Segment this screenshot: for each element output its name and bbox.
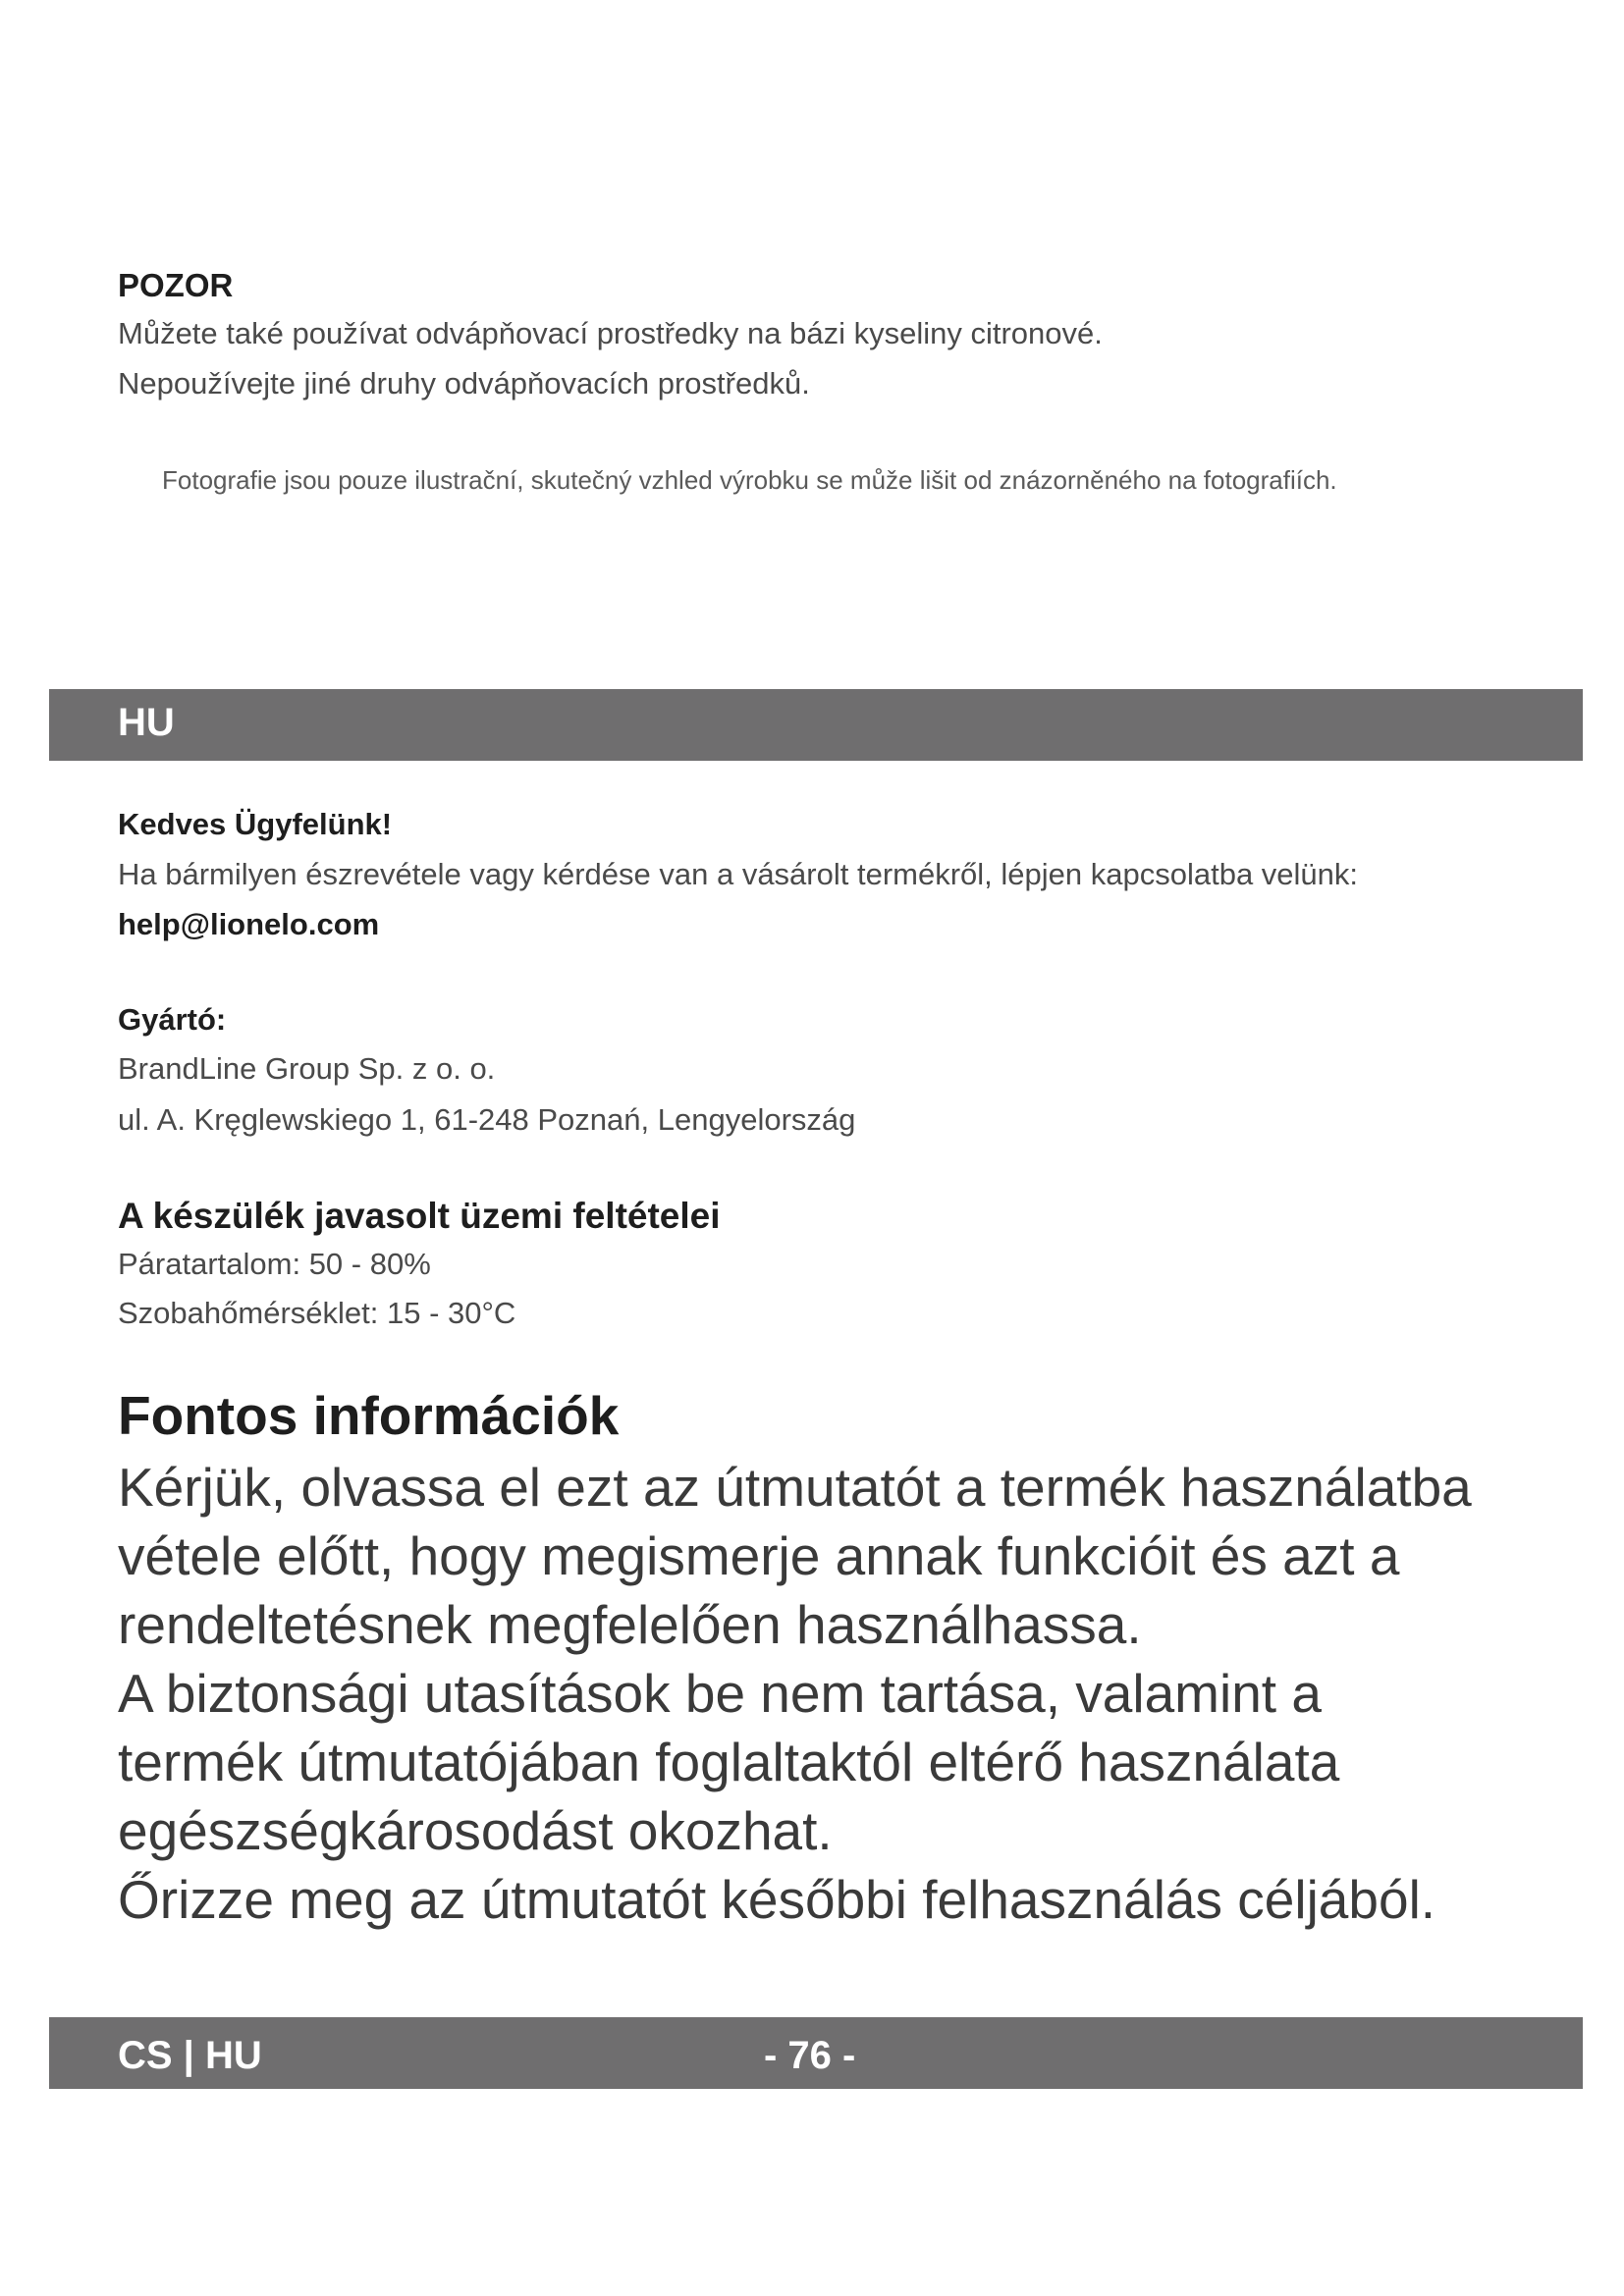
temperature-value: Szobahőmérséklet: 15 - 30°C [118,1296,516,1330]
important-text-block [118,1453,1591,1934]
page-number: - 76 - [764,2034,856,2077]
footer-languages: CS | HU [118,2034,262,2077]
manufacturer-label: Gyártó: [118,1002,227,1037]
important-line: egészségkárosodást okozhat. [118,1800,833,1861]
footer-bar [49,2017,1583,2089]
important-line: termék útmutatójában foglaltaktól eltérő használata [118,1732,1340,1792]
important-line: vétele előtt, hogy megismerje annak funkcióit és azt a [118,1525,1400,1586]
contact-text: Ha bármilyen észrevétele vagy kérdése van a vásárolt termékről, lépjen kapcsolatba velünk: [118,857,1359,891]
humidity-value: Páratartalom: 50 - 80% [118,1247,431,1281]
important-line: Kérjük, olvassa el ezt az útmutatót a termék használatba [118,1457,1472,1518]
important-line: rendeltetésnek megfelelően használhassa. [118,1594,1142,1655]
greeting: Kedves Ügyfelünk! [118,807,393,841]
pozor-heading: POZOR [118,267,234,303]
manufacturer-address: ul. A. Kręglewskiego 1, 61-248 Poznań, Lengyelország [118,1102,856,1137]
photo-disclaimer: Fotografie jsou pouze ilustrační, skutečný vzhled výrobku se může lišit od znázorněného na fotografiích. [162,465,1337,495]
important-line: A biztonsági utasítások be nem tartása, valamint a [118,1663,1322,1724]
pozor-line-1: Můžete také používat odvápňovací prostředky na bázi kyseliny citronové. [118,316,1103,350]
manufacturer-name: BrandLine Group Sp. z o. o. [118,1051,496,1086]
hu-section-label: HU [118,701,175,744]
important-title: Fontos információk [118,1385,620,1446]
contact-email-link[interactable]: help@lionelo.com [118,907,380,941]
hu-section-bar [49,689,1583,761]
conditions-title: A készülék javasolt üzemi feltételei [118,1196,721,1236]
pozor-line-2: Nepoužívejte jiné druhy odvápňovacích prostředků. [118,366,810,400]
important-line: Őrizze meg az útmutatót későbbi felhasználás céljából. [118,1869,1436,1930]
